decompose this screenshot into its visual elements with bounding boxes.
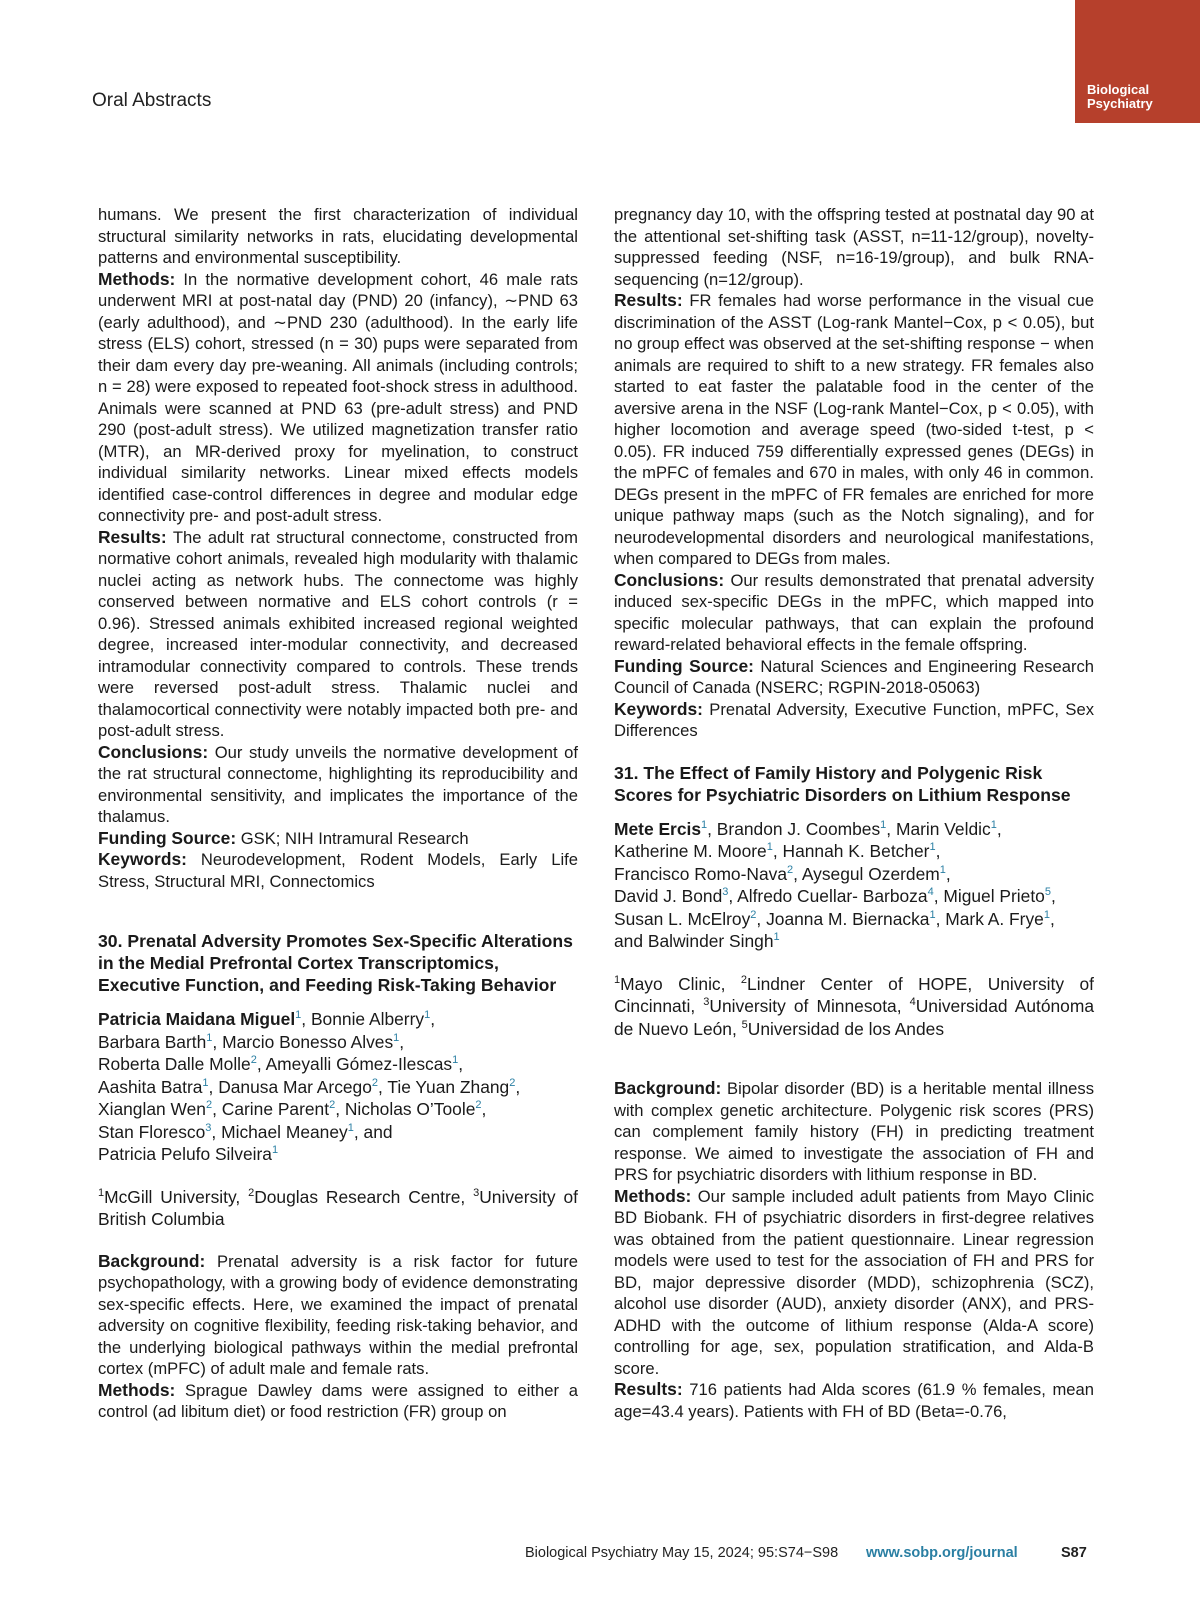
funding-text: Natural Sciences and Engineering Research Council of Canada (NSERC; RGPIN-2018-05063) (614, 656, 1094, 697)
affil-index: 2 (740, 973, 748, 986)
author-affil-index: 1 (990, 818, 997, 831)
author-affil-index: 2 (329, 1099, 336, 1112)
brand-line-1: Biological (1087, 82, 1150, 97)
author-separator: , (772, 841, 783, 861)
conclusions-label: Conclusions: (614, 569, 725, 590)
author-name: Nicholas O’Toole (344, 1099, 476, 1119)
keywords-label: Keywords: (614, 698, 703, 719)
conclusions-text: Our results demonstrated that prenatal adversity induced sex-specific DEGs in the mPFC, which mapped into specific molecular pathways, that can explain the profound reward-related behavioral effects in the female offspring. (614, 570, 1094, 654)
author-affil-index: 1 (202, 1076, 209, 1089)
author-affil-index: 1 (773, 931, 780, 944)
abstract-30-methods (98, 1380, 578, 1423)
author-affil-index: 1 (929, 908, 936, 921)
results-paragraph (614, 290, 1094, 570)
page-number: S87 (1061, 1545, 1087, 1561)
author-name: Xianglan Wen (98, 1099, 206, 1119)
funding-label: Funding Source: (614, 655, 754, 676)
author-affil-index: 2 (750, 908, 757, 921)
affil-text: University of British Columbia (98, 1186, 578, 1229)
methods-text: In the normative development cohort, 46 male rats underwent MRI at post-natal day (PND) 20 (infancy), ∼PND 63 (early adulthood), and ∼PND 230 (adulthood). In the early life stress (ELS) cohort, stressed (n = 30) pups were separated from their dam every day pre-weaning. All animals (including controls; n = 28) were exposed to repeated foot-shock stress in adulthood. Animals were scanned at PND 63 (pre-adult stress) and PND 290 (post-adult stress). We utilized magnetization transfer ratio (MTR), an MR-derived proxy for myelination, to construct individual similarity networks. Linear mixed effects models identified case-control differences in degree and modular edge connectivity pre- and post-adult stress. (98, 269, 578, 525)
affil-index: 4 (909, 996, 916, 1009)
affil-text: Lindner Center of HOPE, University of Cincinnati, (614, 973, 1094, 1016)
author-affil-index: 5 (1044, 886, 1051, 899)
author-separator: , and (353, 1121, 393, 1142)
keywords-text: Prenatal Adversity, Executive Function, mPFC, Sex Differences (614, 699, 1094, 740)
author-affil-index: 2 (475, 1099, 482, 1112)
author-name: Hannah K. Betcher (782, 841, 930, 861)
author-affil-index: 2 (371, 1076, 379, 1089)
journal-url-link[interactable]: www.sobp.org/journal (866, 1545, 1018, 1561)
author-affil-index: 2 (205, 1099, 213, 1112)
keywords-label: Keywords: (98, 849, 187, 869)
author-name: Francisco Romo-Nava (614, 863, 787, 884)
author-name: Alfredo Cuellar- Barboza (737, 886, 928, 906)
author-name: Roberta Dalle Molle (98, 1054, 251, 1074)
author-separator: , (935, 908, 946, 929)
author-name: Katherine M. Moore (614, 841, 767, 861)
background-text: Prenatal adversity is a risk factor for future psychopathology, with a growing body of evidence demonstrating sex-specific effects. Here, we examined the impact of prenatal adversity on cognitive flexibility, feeding risk-taking behavior, and the underlying biological pathways within the medial prefrontal cortex (mPFC) of adult male and female rats. (98, 1251, 578, 1378)
author-name: Barbara Barth (98, 1031, 207, 1052)
author-affil-index: 1 (701, 818, 708, 831)
affil-index: 1 (98, 1186, 105, 1199)
affil-index: 3 (703, 996, 710, 1009)
funding-paragraph (614, 656, 1094, 699)
affil-index: 1 (614, 973, 621, 986)
abstract-30-background (98, 1251, 578, 1380)
right-column (614, 204, 1094, 1422)
author-name: Michael Meaney (221, 1121, 348, 1142)
author-affil-index: 1 (880, 818, 887, 831)
author-name: Aysegul Ozerdem (801, 863, 940, 884)
methods-label: Methods: (614, 1185, 692, 1206)
author-name: Mete Ercis (614, 818, 701, 839)
author-name: Aashita Batra (98, 1076, 203, 1097)
author-affil-index: 3 (722, 886, 729, 899)
author-affil-index: 1 (393, 1031, 400, 1044)
results-text: FR females had worse performance in the visual cue discrimination of the ASST (Log-rank Mantel−Cox, p < 0.05), but no group effect was observed at the set-shifting response − when animals are required to shift to a new strategy. FR females also started to eat faster the palatable food in the center of the aversive arena in the NSF (Log-rank Mantel−Cox, p < 0.05), with higher locomotion and average speed (two-sided t-test, p < 0.05). FR induced 759 differentially expressed genes (DEGs) in the mPFC of females and 670 in males, with only 46 in common. DEGs present in the mPFC of FR females are enriched for more unique pathway maps (such as the Notch signaling), and for neurodevelopmental disorders and neurological manifestations, when compared to DEGs from males. (614, 291, 1094, 568)
author-separator: , (212, 1099, 222, 1119)
author-name: and Balwinder Singh (614, 931, 774, 951)
author-separator: , (301, 1009, 311, 1029)
results-label: Results: (614, 290, 683, 310)
author-name: Marcio Bonesso Alves (222, 1031, 394, 1052)
author-separator: , (886, 818, 896, 839)
affil-text: Universidad Autónoma de Nuevo León, (614, 996, 1094, 1039)
author-name: Patricia Maidana Miguel (98, 1009, 296, 1029)
keywords-text: Neurodevelopment, Rodent Models, Early Life Stress, Structural MRI, Connectomics (98, 850, 578, 891)
author-name: Brandon J. Coombes (716, 818, 881, 839)
abstract-31-authors (614, 818, 1094, 953)
results-label: Results: (614, 1379, 683, 1399)
author-separator: , (728, 886, 738, 906)
author-name: Danusa Mar Arcego (218, 1076, 372, 1097)
affil-text: University of Minnesota, (709, 996, 910, 1016)
background-label: Background: (98, 1250, 206, 1271)
author-affil-index: 1 (766, 841, 773, 854)
paragraph-methods-continued: pregnancy day 10, with the offspring tested at postnatal day 90 at the attentional set-shifting task (ASST, n=11-12/group), novelty-suppressed feeding (NSF, n=16-19/group), and bulk RNA-sequencing (n=12/group). (614, 205, 1094, 289)
author-affil-index: 1 (206, 1031, 213, 1044)
author-separator: , (793, 863, 802, 884)
author-separator: , (399, 1031, 405, 1052)
author-affil-index: 2 (509, 1076, 516, 1089)
results-label: Results: (98, 526, 167, 547)
author-separator: , (1050, 886, 1056, 906)
abstract-30-authors (98, 1008, 578, 1166)
author-name: Bonnie Alberry (310, 1009, 425, 1029)
background-text: Bipolar disorder (BD) is a heritable mental illness with complex genetic architecture. Polygenic risk scores (PRS) can complement family history (FH) in predicting treatment response. We aimed to investigate the association of FH and PRS for psychiatric disorders with lithium response in BD. (614, 1079, 1094, 1184)
methods-label: Methods: (98, 1379, 176, 1400)
author-affil-index: 1 (271, 1144, 279, 1157)
author-separator: , (208, 1076, 219, 1097)
author-affil-index: 2 (787, 863, 794, 876)
author-separator: , (935, 841, 941, 861)
author-separator: , (378, 1076, 388, 1097)
author-separator: , (211, 1121, 222, 1142)
affil-text: Mayo Clinic, (620, 973, 741, 994)
author-name: Mark A. Frye (945, 908, 1044, 929)
author-affil-index: 1 (347, 1121, 354, 1134)
author-name: Stan Floresco (98, 1121, 206, 1142)
author-separator: , (430, 1009, 436, 1029)
abstract-31-background (614, 1078, 1094, 1186)
section-header: Oral Abstracts (92, 90, 212, 111)
author-affil-index: 1 (939, 863, 946, 876)
author-name: Susan L. McElroy (614, 908, 751, 929)
methods-paragraph (98, 269, 578, 527)
author-separator: , (945, 863, 951, 884)
funding-text: GSK; NIH Intramural Research (236, 828, 469, 848)
journal-brand-tab (1075, 0, 1200, 123)
author-separator: , (458, 1054, 464, 1074)
conclusions-paragraph (98, 742, 578, 828)
author-name: Carine Parent (221, 1099, 330, 1119)
author-affil-index: 1 (452, 1054, 459, 1067)
author-affil-index: 1 (929, 841, 936, 854)
brand-line-2: Psychiatry (1087, 96, 1153, 111)
conclusions-text: Our study unveils the normative development of the rat structural connectome, highlighting its reproducibility and environmental sensitivity, and implicates the importance of the thalamus. (98, 742, 578, 826)
author-affil-index: 1 (424, 1009, 431, 1022)
keywords-paragraph (98, 849, 578, 892)
author-affil-index: 4 (927, 886, 934, 899)
journal-brand-label (1087, 83, 1153, 111)
abstract-30-title: 30. Prenatal Adversity Promotes Sex-Specific Alterations in the Medial Prefrontal Cortex Transcriptomics, Executive Function, and Feeding Risk-Taking Behavior (98, 931, 573, 995)
background-label: Background: (614, 1078, 722, 1098)
methods-label: Methods: (98, 268, 176, 289)
author-name: Patricia Pelufo Silveira (98, 1144, 272, 1164)
author-separator: , (756, 908, 767, 929)
author-separator: , (212, 1031, 223, 1052)
abstract-31-title: 31. The Effect of Family History and Polygenic Risk Scores for Psychiatric Disorders on Lithium Response (614, 762, 1071, 805)
affil-text: Douglas Research Centre, (254, 1186, 474, 1207)
funding-paragraph (98, 828, 578, 850)
author-affil-index: 2 (250, 1054, 257, 1067)
author-separator: , (256, 1054, 266, 1074)
results-text: 716 patients had Alda scores (61.9 % females, mean age=43.4 years). Patients with FH of BD (Beta=-0.76, (614, 1380, 1094, 1421)
abstract-31-results (614, 1379, 1094, 1422)
author-separator: , (996, 818, 1002, 839)
affil-index: 2 (248, 1186, 255, 1199)
author-separator: , (481, 1099, 487, 1119)
methods-text: Sprague Dawley dams were assigned to either a control (ad libitum diet) or food restriction (FR) group on (98, 1380, 578, 1421)
footer-citation: Biological Psychiatry May 15, 2024; 95:S74−S98 (525, 1545, 839, 1561)
abstract-30-affiliations (98, 1186, 578, 1231)
affil-text: McGill University, (104, 1186, 249, 1207)
affil-index: 3 (473, 1186, 480, 1199)
paragraph-intro-continued: humans. We present the first characterization of individual structural similarity networks in rats, elucidating developmental patterns and environmental susceptibility. (98, 205, 578, 267)
affil-text: Universidad de los Andes (747, 1018, 945, 1039)
conclusions-paragraph (614, 570, 1094, 656)
author-separator: , (707, 818, 717, 839)
methods-text: Our sample included adult patients from Mayo Clinic BD Biobank. FH of psychiatric disorders in first-degree relatives was obtained from the patient questionnaire. Linear regression models were used to test for the association of FH and PRS for BD, major depressive disorder (MDD), schizophrenia (SCZ), alcohol use disorder (AUD), anxiety disorder (ANX), and PRS-ADHD with the outcome of lithium response (Alda-A score) controlling for age, sex, population stratification, and Alda-B score. (614, 1186, 1094, 1378)
author-separator: , (335, 1099, 345, 1119)
conclusions-label: Conclusions: (98, 741, 209, 762)
abstract-31-methods (614, 1186, 1094, 1380)
results-paragraph (98, 527, 578, 742)
results-text: The adult rat structural connectome, constructed from normative cohort animals, revealed high modularity with thalamic nuclei acting as network hubs. The connectome was highly conserved between normative and ELS cohort controls (r = 0.96). Stressed animals exhibited increased regional weighted degree, increased inter-modular connectivity, and decreased intramodular connectivity compared to controls. These trends were reversed post-adult stress. Thalamic nuclei and thalamocortical connectivity were notably impacted both pre- and post-adult stress. (98, 527, 578, 740)
author-affil-index: 1 (295, 1009, 302, 1022)
author-affil-index: 3 (205, 1121, 212, 1134)
author-name: Marin Veldic (895, 818, 991, 839)
author-separator: , (933, 886, 944, 906)
funding-label: Funding Source: (98, 827, 237, 848)
author-separator: , (515, 1076, 521, 1097)
author-affil-index: 1 (1043, 908, 1050, 921)
abstract-31-affiliations (614, 973, 1094, 1041)
keywords-paragraph (614, 699, 1094, 742)
author-name: Tie Yuan Zhang (387, 1076, 510, 1097)
author-name: David J. Bond (614, 886, 723, 906)
left-column (98, 204, 578, 1423)
affil-index: 5 (741, 1018, 748, 1031)
author-name: Miguel Prieto (943, 886, 1045, 906)
author-name: Ameyalli Gómez-Ilescas (265, 1054, 453, 1074)
author-separator: , (1049, 908, 1055, 929)
author-name: Joanna M. Biernacka (766, 908, 930, 929)
